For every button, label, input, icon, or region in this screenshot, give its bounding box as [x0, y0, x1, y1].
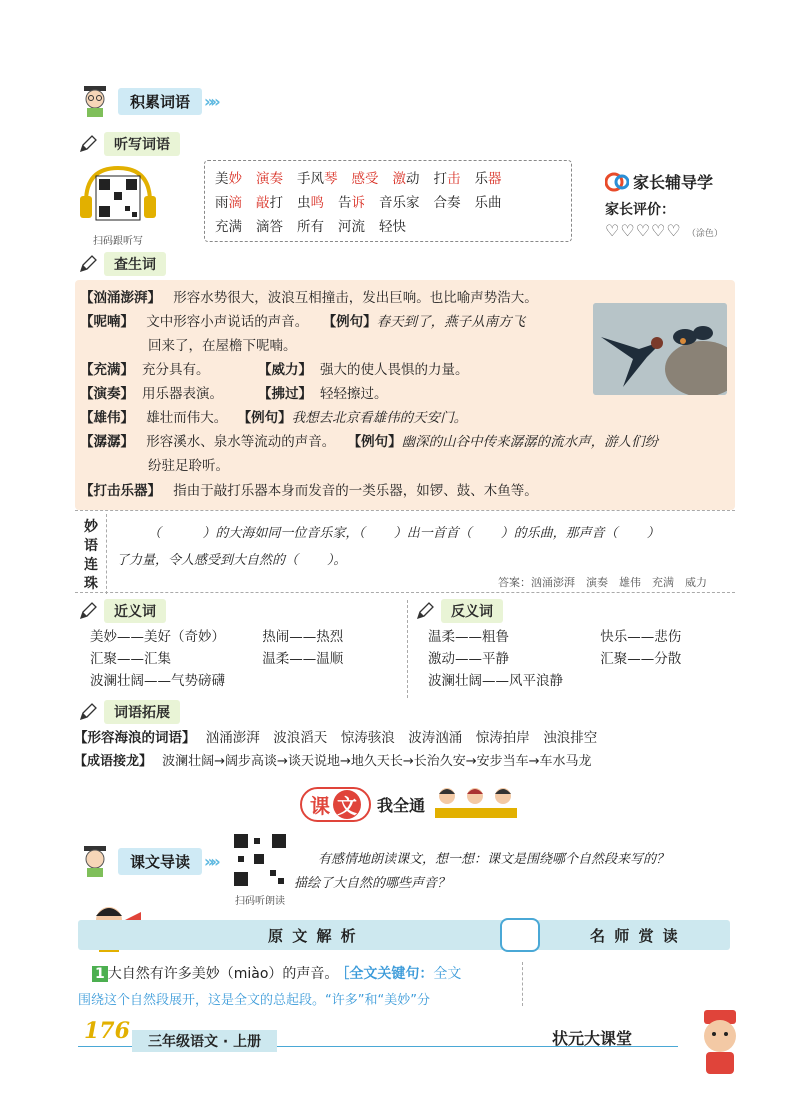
glossary-def: 强大的使人畏惧的力量。 — [320, 362, 469, 378]
vocab-word: 乐曲 — [474, 195, 502, 211]
vocab-word: 美妙 — [215, 171, 242, 187]
glossary-pair-row — [80, 359, 558, 381]
qr-caption: 扫码跟听写 — [93, 236, 143, 247]
example-text: 我想去北京看雄伟的天安门。 — [291, 410, 468, 426]
glossary-entry — [80, 359, 258, 381]
exercise-label-char: 连 — [84, 557, 98, 573]
guide-title: 课文导读 — [118, 848, 202, 875]
pencil-icon — [78, 254, 98, 274]
section-banner-words — [78, 88, 217, 114]
glossary-entry — [80, 407, 640, 429]
glossary-entry — [80, 383, 258, 405]
glossary-term: 【拂过】 — [258, 386, 312, 402]
headphones-icon — [78, 162, 158, 232]
exercise-divider — [75, 510, 735, 511]
glossary-heading — [78, 253, 166, 275]
glossary-def: 形容水势很大，波浪互相撞击，发出巨响。也比喻声势浩大。 — [173, 290, 538, 306]
lesson-banner — [300, 784, 521, 824]
paragraph-1 — [92, 963, 461, 983]
paragraph-text: 大自然有许多美妙（miào）的声音。 — [107, 966, 339, 982]
lesson-wen: 文 — [333, 790, 361, 819]
antonyms-list — [428, 626, 738, 692]
synonyms-heading-label: 近义词 — [104, 599, 166, 623]
glossary-def: 文中形容小声说话的声音。 — [146, 314, 309, 330]
exercise-label-char: 语 — [84, 538, 98, 554]
vocab-row — [215, 167, 561, 191]
pencil-icon — [78, 702, 98, 722]
synonyms-row — [90, 648, 400, 670]
glossary-def: 轻轻擦过。 — [320, 386, 388, 402]
example-label: 【例句】 — [322, 314, 377, 330]
expansion-label: 【形容海浪的词语】 — [74, 730, 196, 746]
glossary-term: 【演奏】 — [80, 386, 134, 402]
vocab-word: 音乐家 — [379, 195, 420, 211]
example-label: 【例句】 — [237, 410, 292, 426]
example-text: 春天到了，燕子从南方飞 — [376, 314, 526, 330]
vocab-word: 乐器 — [474, 171, 502, 187]
synonyms-row — [90, 626, 400, 648]
vocab-word: 合奏 — [433, 195, 461, 211]
synonyms-pair: 波澜壮阔——气势磅礴 — [90, 673, 225, 689]
exercise-label-char: 妙 — [84, 519, 98, 535]
vocab-word: 虫鸣 — [297, 195, 324, 211]
antonyms-pair: 快乐——悲伤 — [600, 629, 682, 645]
glossary-def: 用乐器表演。 — [142, 386, 223, 402]
synonyms-pair: 温柔——温顺 — [262, 651, 344, 667]
antonyms-row — [428, 648, 738, 670]
glossary-entry — [80, 287, 640, 309]
antonyms-row — [428, 670, 738, 692]
expansion-row — [74, 727, 597, 749]
dictation-qr[interactable] — [78, 162, 158, 247]
glossary-heading-label: 查生词 — [104, 252, 166, 276]
vocab-word: 雨滴 — [215, 195, 242, 211]
exercise-label — [80, 518, 102, 594]
scholar-mascot-icon — [78, 844, 118, 878]
exercise-divider-bottom — [75, 592, 735, 593]
exercise-line2: 了力量，令人感受到大自然的（ ）。 — [116, 553, 347, 568]
glossary-term: 【汹涌澎湃】 — [80, 290, 161, 306]
chevron-right-icon: »» — [204, 91, 217, 111]
vocab-word: 滴答 — [256, 219, 283, 235]
antonyms-heading-label: 反义词 — [441, 599, 503, 623]
exercise-answer: 答案：汹涌澎湃 演奏 雄伟 充满 威力 — [498, 576, 707, 589]
glossary-entry — [80, 311, 590, 333]
vocab-row — [215, 191, 561, 215]
vocab-row — [215, 215, 561, 239]
pencil-icon — [78, 134, 98, 154]
synonyms-heading — [78, 600, 166, 622]
vocab-word: 告诉 — [338, 195, 365, 211]
glossary-def: 指由于敲打乐器本身而发音的一类乐器，如锣、鼓、木鱼等。 — [173, 483, 538, 499]
parent-logo-icon — [605, 171, 629, 193]
vocab-word: 轻快 — [379, 219, 406, 235]
mascot-icon — [690, 1008, 750, 1078]
example-label: 【例句】 — [347, 434, 402, 450]
header-clip-icon — [500, 918, 540, 952]
paragraph-number: 1 — [92, 966, 108, 982]
glossary-entry — [80, 431, 730, 453]
glossary-term: 【雄伟】 — [80, 410, 134, 426]
synonyms-pair: 汇聚——汇集 — [90, 651, 171, 667]
antonyms-row — [428, 626, 738, 648]
antonyms-pair: 温柔——粗鲁 — [428, 629, 509, 645]
swallow-image-icon — [593, 303, 727, 395]
synonyms-pair: 美妙——美好（奇妙） — [90, 629, 225, 645]
vocab-word: 打击 — [433, 171, 461, 187]
example-text: 幽深的山谷中传来潺潺的流水声，游人们纷 — [401, 434, 659, 450]
dictation-heading — [78, 133, 180, 155]
pencil-icon — [415, 601, 435, 621]
vocab-word: 河流 — [338, 219, 365, 235]
vocab-word: 所有 — [297, 219, 324, 235]
glossary-term: 【呢喃】 — [80, 314, 134, 330]
antonyms-pair: 激动——平静 — [428, 651, 509, 667]
qr-code-icon — [232, 832, 288, 888]
example-text-cont: 纷驻足聆听。 — [148, 458, 229, 474]
expansion-label: 【成语接龙】 — [74, 754, 153, 769]
note-line2: 围绕这个自然段展开，这是全文的总起段。“许多”和“美妙”分 — [78, 993, 430, 1008]
parent-guide — [605, 170, 765, 240]
glossary-def: 充分具有。 — [142, 362, 210, 378]
vocab-word: 演奏 — [256, 171, 283, 187]
antonyms-heading — [415, 600, 503, 622]
glossary-entry — [258, 383, 558, 405]
synonyms-pair: 热闹——热烈 — [262, 629, 344, 645]
parent-eval-label: 家长评价： — [605, 202, 675, 218]
synonyms-row — [90, 670, 400, 692]
guide-line2: 描绘了大自然的哪些声音？ — [294, 876, 451, 891]
rating-hearts[interactable]: ♡♡♡♡♡ — [605, 221, 682, 240]
note-text: 全文 — [433, 966, 462, 982]
mascot — [690, 1008, 750, 1082]
dictation-words-box — [204, 160, 572, 242]
swallow-photo — [593, 303, 727, 395]
antonyms-pair: 汇聚——分散 — [600, 651, 682, 667]
expansion-heading-label: 词语拓展 — [104, 700, 180, 724]
glossary-entry — [80, 480, 730, 502]
analysis-left-title: 原 文 解 析 — [268, 927, 358, 945]
parent-guide-title: 家长辅导学 — [633, 173, 714, 192]
glossary-term: 【潺潺】 — [80, 434, 134, 450]
analysis-right-title: 名 师 赏 读 — [590, 927, 680, 945]
page-number: 176 — [84, 1018, 130, 1044]
vocab-word: 激动 — [392, 171, 420, 187]
synonym-antonym-divider — [407, 600, 408, 698]
vocab-word: 感受 — [351, 171, 379, 187]
glossary-term: 【威力】 — [258, 362, 312, 378]
example-text-cont: 回来了，在屋檐下呢喃。 — [148, 338, 297, 354]
guide-line1: 有感情地朗读课文，想一想：课文是围绕哪个自然段来写的？ — [318, 852, 670, 867]
guide-qr[interactable] — [232, 832, 288, 907]
section-title: 积累词语 — [118, 88, 202, 115]
chevron-right-icon: »» — [204, 851, 217, 871]
glossary-pair-row — [80, 383, 558, 405]
analysis-divider — [522, 962, 523, 1006]
scholar-mascot-icon — [78, 84, 118, 118]
expansion-items: 波澜壮阔→阔步高谈→谈天说地→地久天长→长治久安→安步当车→车水马龙 — [162, 754, 592, 769]
note-label: ［全文关键句： — [342, 966, 434, 982]
dictation-heading-label: 听写词语 — [104, 132, 180, 156]
vocab-word: 敲打 — [256, 195, 283, 211]
qr-caption: 扫码听朗读 — [235, 896, 285, 907]
exercise-label-divider — [106, 514, 107, 594]
synonyms-list — [90, 626, 400, 692]
glossary-entry — [258, 359, 558, 381]
children-reading-icon — [431, 784, 521, 824]
exercise-label-char: 珠 — [84, 576, 98, 592]
expansion-row — [74, 751, 592, 773]
antonyms-pair: 波澜壮阔——风平浪静 — [428, 673, 563, 689]
hearts-note: （涂色） — [686, 229, 723, 239]
glossary-def: 雄壮而伟大。 — [146, 410, 228, 426]
brand-name: 状元大课堂 — [552, 1029, 633, 1048]
lesson-tail: 我全通 — [377, 795, 426, 815]
exercise-line1: （ ）的大海如同一位音乐家，（ ）出一首首（ ）的乐曲，那声音（ ） — [148, 526, 660, 541]
pencil-icon — [78, 601, 98, 621]
guide-banner — [78, 848, 217, 874]
vocab-word: 充满 — [215, 219, 242, 235]
glossary-term: 【打击乐器】 — [80, 483, 161, 499]
lesson-ke: 课 — [310, 793, 330, 818]
glossary-term: 【充满】 — [80, 362, 134, 378]
glossary-def: 形容溪水、泉水等流动的声音。 — [146, 434, 336, 450]
expansion-heading — [78, 701, 180, 723]
expansion-items: 汹涌澎湃 波浪滔天 惊涛骇浪 波涛汹涌 惊涛拍岸 浊浪排空 — [205, 730, 598, 746]
vocab-word: 手风琴 — [297, 171, 338, 187]
book-title: 三年级语文 · 上册 — [132, 1030, 277, 1052]
